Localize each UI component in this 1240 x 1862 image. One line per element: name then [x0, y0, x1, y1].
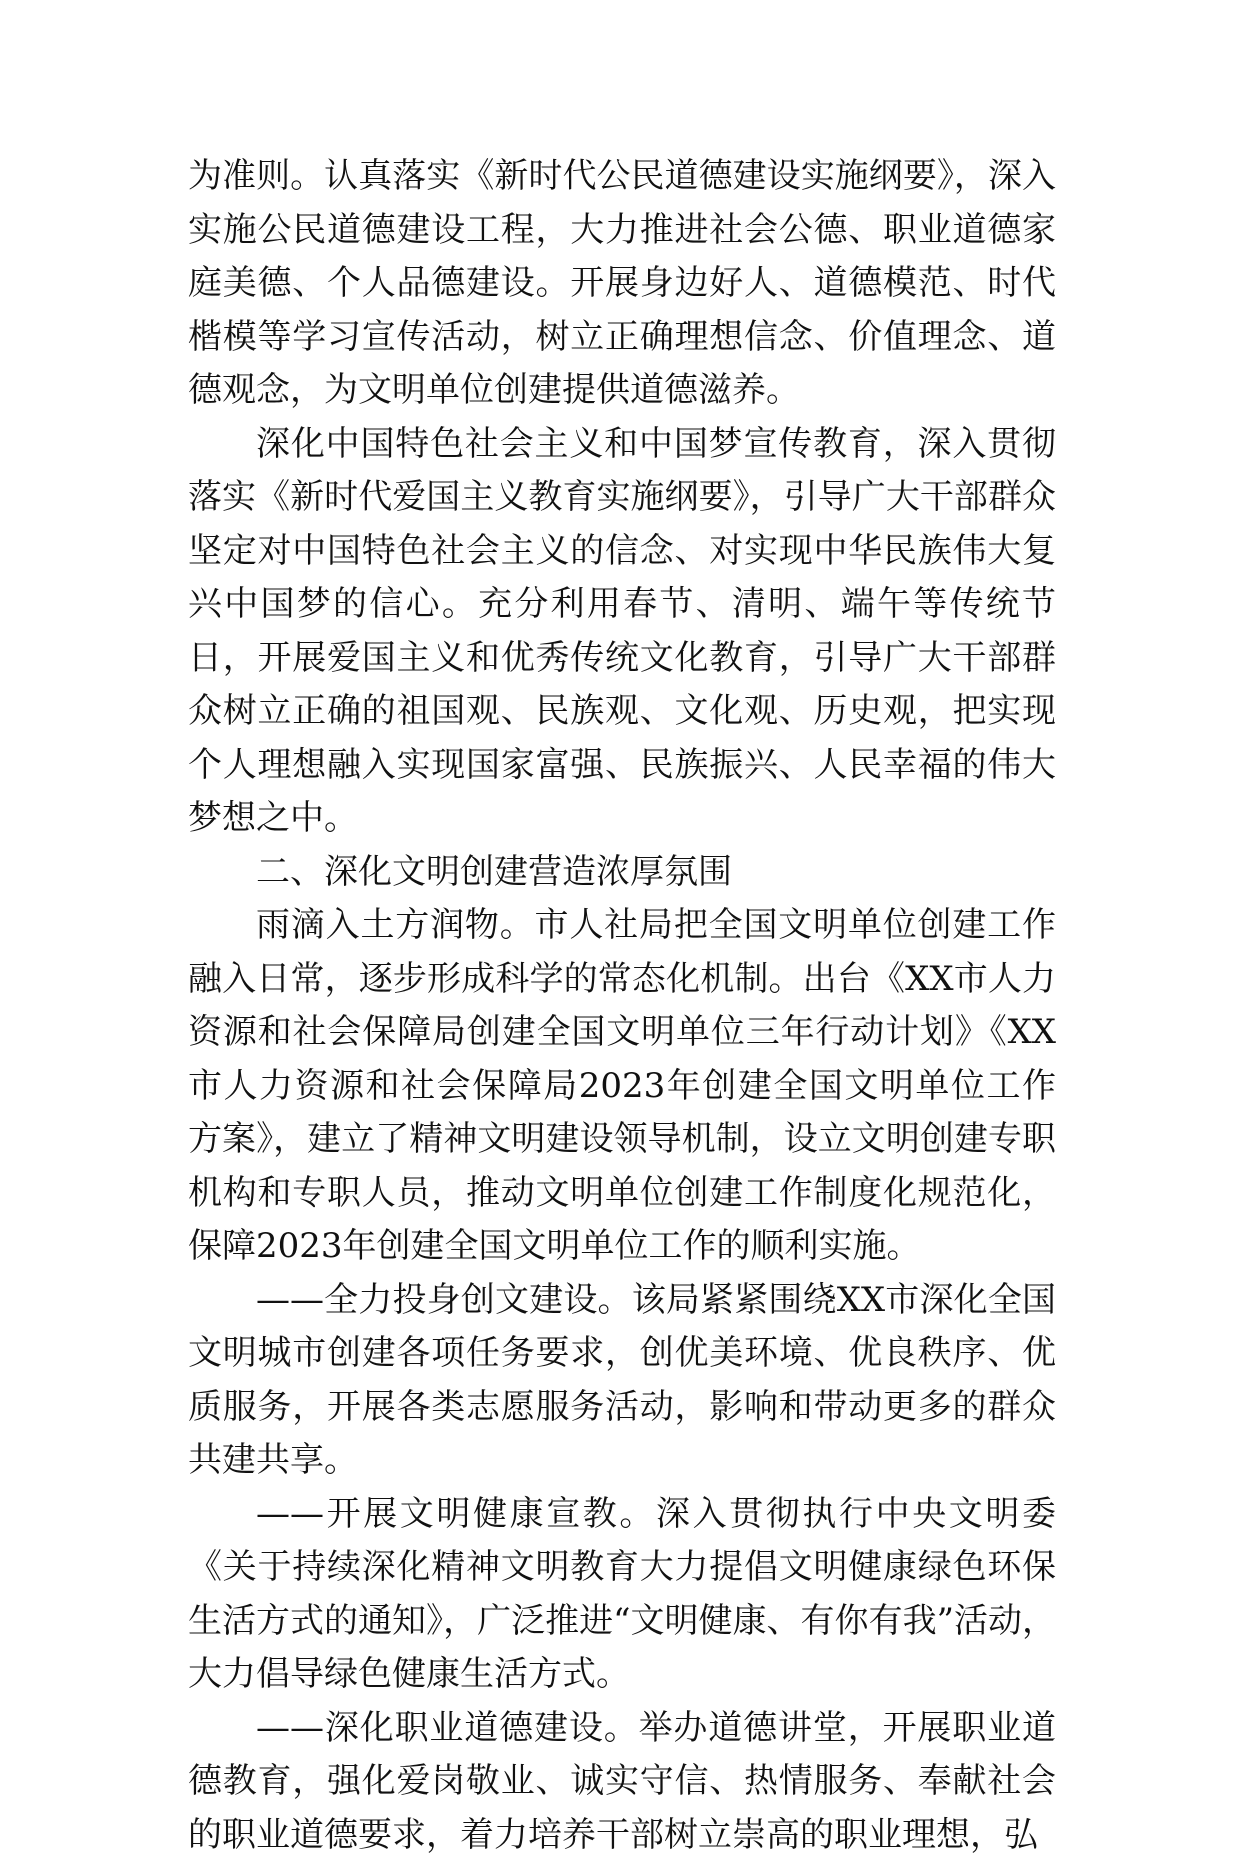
body-text: [188, 150, 1056, 1862]
paragraph-1: 为准则。认真落实《新时代公民道德建设实施纲要》，深入实施公民道德建设工程，大力推进社会公德、职业道德家庭美德、个人品德建设。开展身边好人、道德模范、时代楷模等学习宣传活动，树立正确理想信念、价值理念、道德观念，为文明单位创建提供道德滋养。: [188, 150, 1056, 418]
paragraph-4: ——全力投身创文建设。该局紧紧围绕XX市深化全国文明城市创建各项任务要求，创优美环境、优良秩序、优质服务，开展各类志愿服务活动，影响和带动更多的群众共建共享。: [188, 1274, 1056, 1488]
paragraph-3: 雨滴入土方润物。市人社局把全国文明单位创建工作融入日常，逐步形成科学的常态化机制。出台《XX市人力资源和社会保障局创建全国文明单位三年行动计划》《XX市人力资源和社会保障局2023年创建全国文明单位工作方案》，建立了精神文明建设领导机制，设立文明创建专职机构和专职人员，推动文明单位创建工作制度化规范化，保障2023年创建全国文明单位工作的顺利实施。: [188, 899, 1056, 1274]
paragraph-2: 深化中国特色社会主义和中国梦宣传教育，深入贯彻落实《新时代爱国主义教育实施纲要》，引导广大干部群众坚定对中国特色社会主义的信念、对实现中华民族伟大复兴中国梦的信心。充分利用春节、清明、端午等传统节日，开展爱国主义和优秀传统文化教育，引导广大干部群众树立正确的祖国观、民族观、文化观、历史观，把实现个人理想融入实现国家富强、民族振兴、人民幸福的伟大梦想之中。: [188, 418, 1056, 846]
paragraph-6: ——深化职业道德建设。举办道德讲堂，开展职业道德教育，强化爱岗敬业、诚实守信、热情服务、奉献社会的职业道德要求，着力培养干部树立崇高的职业理想，弘: [188, 1702, 1056, 1862]
section-heading: 二、深化文明创建营造浓厚氛围: [188, 846, 1056, 900]
paragraph-5: ——开展文明健康宣教。深入贯彻执行中央文明委《关于持续深化精神文明教育大力提倡文明健康绿色环保生活方式的通知》，广泛推进“文明健康、有你有我”活动，大力倡导绿色健康生活方式。: [188, 1488, 1056, 1702]
